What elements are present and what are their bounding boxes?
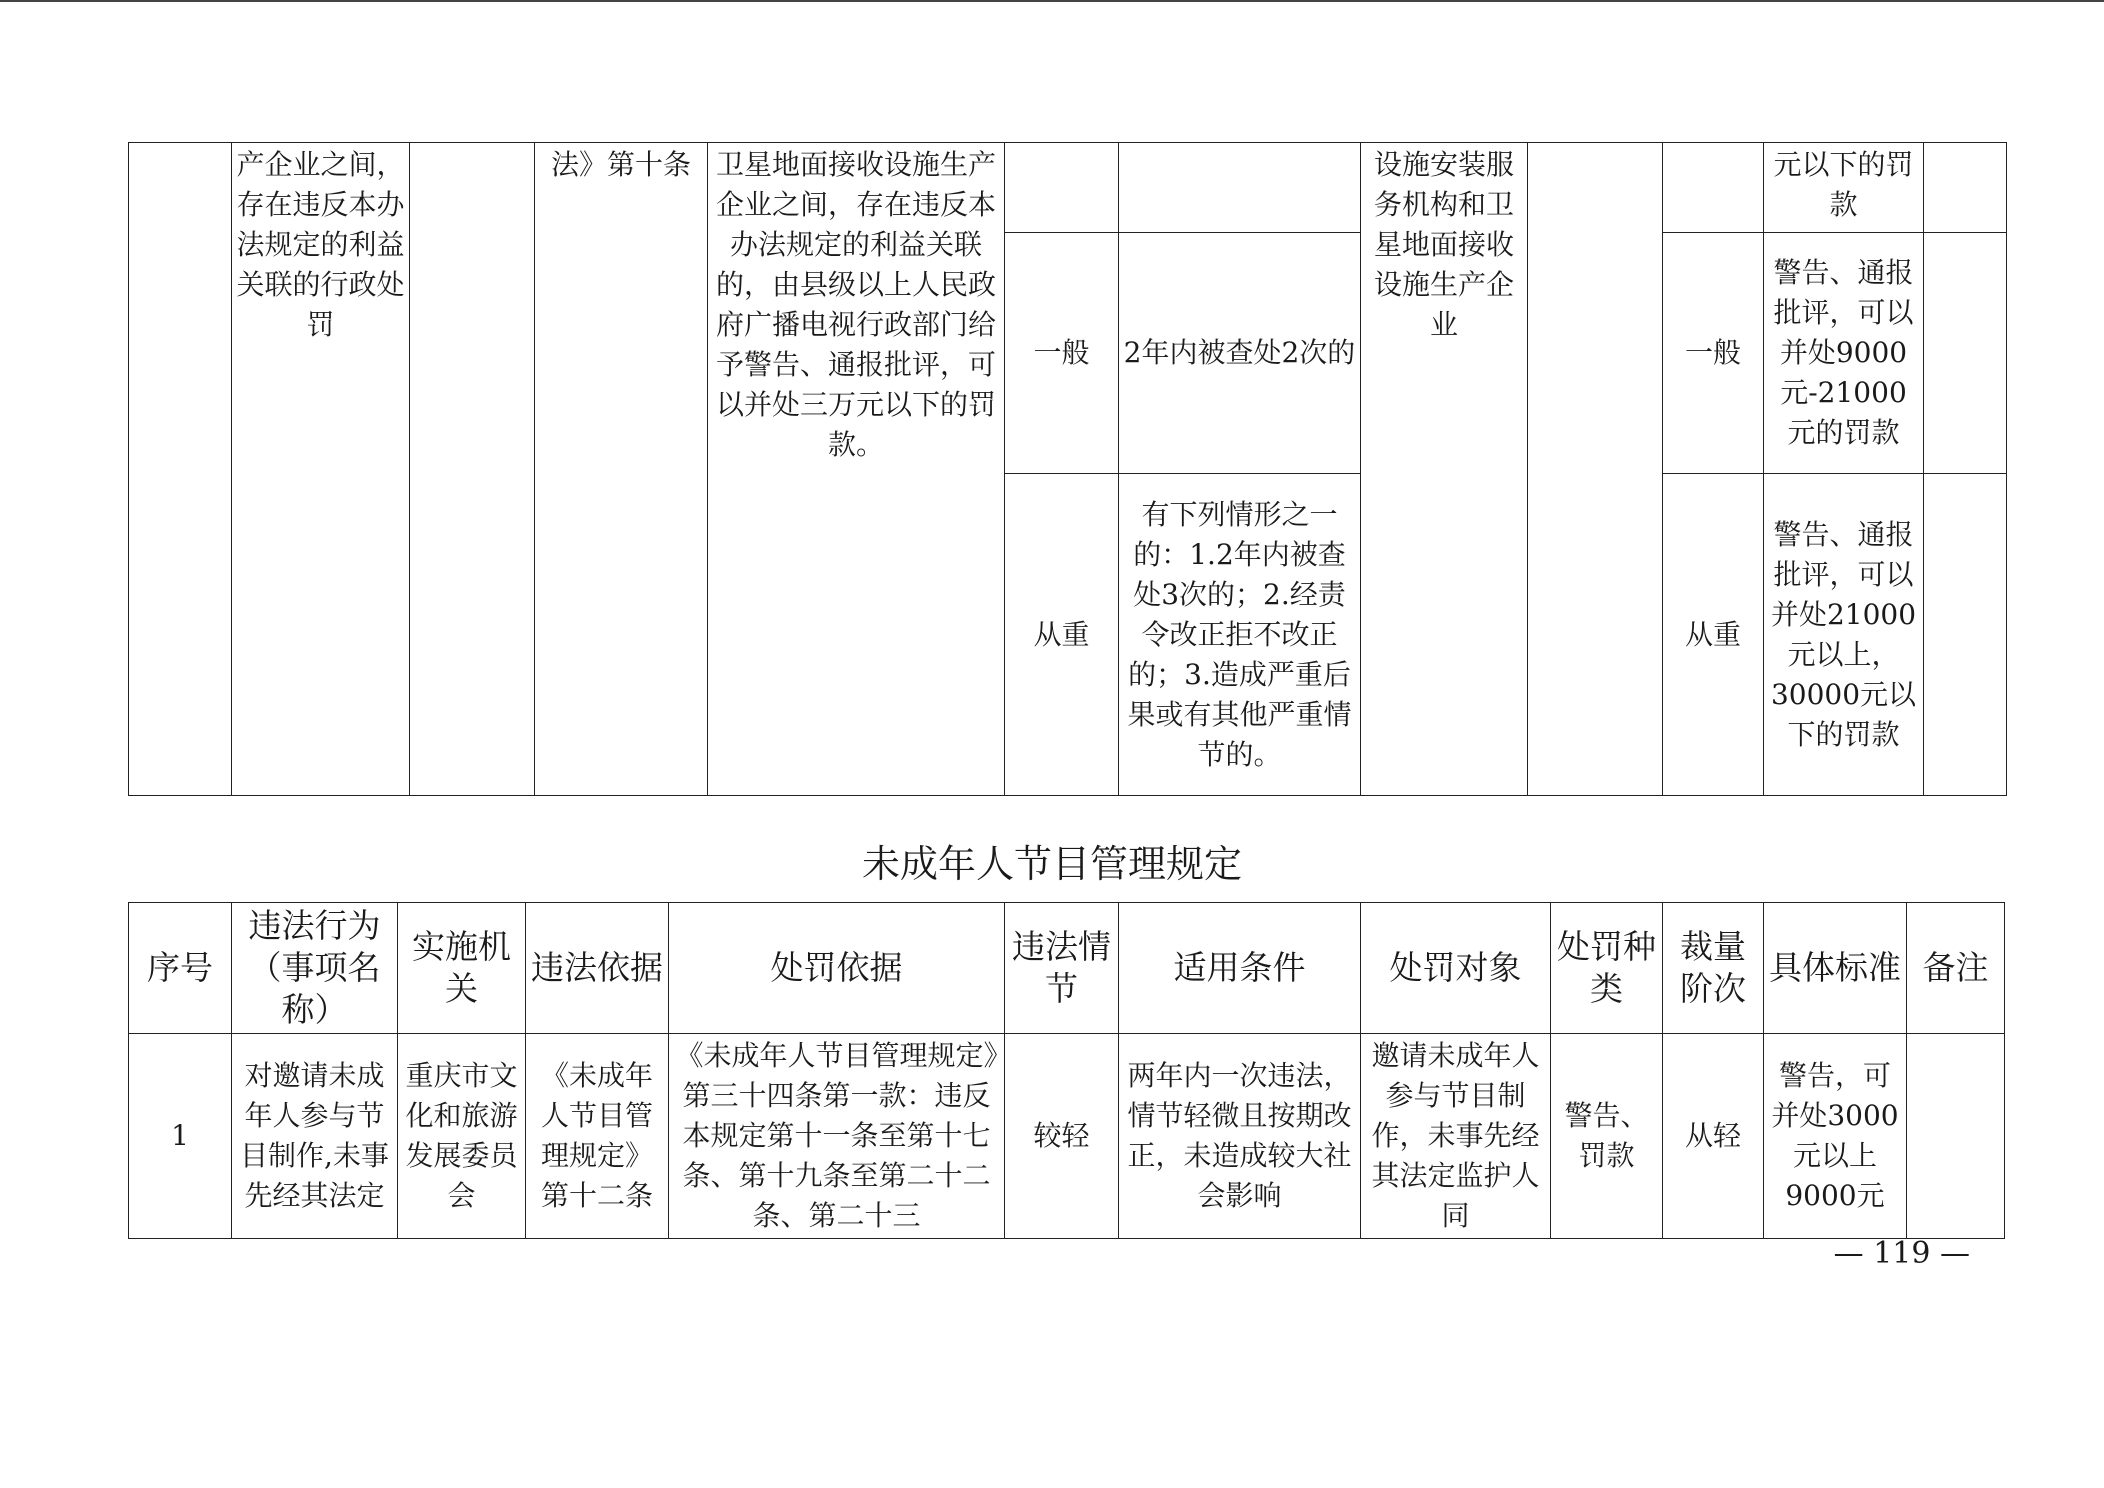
standard-cell-serious: 警告、通报批评，可以并处21000元以上，30000元以下的罚款 [1764,474,1924,796]
standard-cell-top: 元以下的罚款 [1764,143,1924,233]
header-row [129,903,2005,1034]
header-target: 处罚对象 [1361,903,1551,1034]
behavior-cell: 产企业之间，存在违反本办法规定的利益关联的行政处罚 [232,143,410,796]
remark-cell-general [1924,233,2007,474]
header-seq: 序号 [129,903,232,1034]
row1-basis: 《未成年人节目管理规定》第十二条 [526,1034,669,1239]
row1-level: 从轻 [1663,1034,1764,1239]
continuation-table [128,142,2007,796]
penalty-type-cell [1528,143,1663,796]
level-cell-serious: 从重 [1663,474,1764,796]
level-cell-general: 一般 [1663,233,1764,474]
circumstance-cell-general: 一般 [1005,233,1119,474]
standard-cell-general: 警告、通报批评，可以并处9000元-21000元的罚款 [1764,233,1924,474]
row1-penalty-basis: 《未成年人节目管理规定》第三十四条第一款：违反本规定第十一条至第十七条、第十九条至第二十二条、第二十三 [669,1034,1005,1239]
condition-cell-serious: 有下列情形之一的：1.2年内被查处3次的；2.经责令改正拒不改正的；3.造成严重后果或有其他严重情节的。 [1119,474,1361,796]
row1-target: 邀请未成年人参与节目制作，未事先经其法定监护人同 [1361,1034,1551,1239]
row1-circumstance: 较轻 [1005,1034,1119,1239]
row1-remark [1907,1034,2005,1239]
seq-cell [129,143,232,796]
agency-cell [410,143,535,796]
header-condition: 适用条件 [1119,903,1361,1034]
remark-cell-top [1924,143,2007,233]
top-border-line [0,0,2104,2]
penalty-basis-cell: 卫星地面接收设施生产企业之间，存在违反本办法规定的利益关联的，由县级以上人民政府广播电视行政部门给予警告、通报批评，可以并处三万元以下的罚款。 [708,143,1005,796]
header-penalty-type: 处罚种类 [1551,903,1663,1034]
header-behavior: 违法行为（事项名称） [232,903,398,1034]
regulation-table [128,902,2005,1239]
circumstance-cell-serious: 从重 [1005,474,1119,796]
header-standard: 具体标准 [1764,903,1907,1034]
header-remark: 备注 [1907,903,2005,1034]
target-cell: 设施安装服务机构和卫星地面接收设施生产企业 [1361,143,1528,796]
basis-cell: 法》第十条 [535,143,708,796]
circumstance-cell-top [1005,143,1119,233]
page-number: — 119 — [1833,1236,1970,1271]
row1-agency: 重庆市文化和旅游发展委员会 [398,1034,526,1239]
row1-penalty-type: 警告、罚款 [1551,1034,1663,1239]
header-agency: 实施机关 [398,903,526,1034]
level-cell-top [1663,143,1764,233]
table-row [129,1034,2005,1239]
section-title: 未成年人节目管理规定 [861,842,1242,886]
row1-standard: 警告，可并处3000元以上9000元 [1764,1034,1907,1239]
header-basis: 违法依据 [526,903,669,1034]
row1-condition: 两年内一次违法，情节轻微且按期改正，未造成较大社会影响 [1119,1034,1361,1239]
remark-cell-serious [1924,474,2007,796]
condition-cell-general: 2年内被查处2次的 [1119,233,1361,474]
condition-cell-top [1119,143,1361,233]
header-level: 裁量阶次 [1663,903,1764,1034]
row1-behavior: 对邀请未成年人参与节目制作,未事先经其法定 [232,1034,398,1239]
row1-seq: 1 [129,1034,232,1239]
header-circumstance: 违法情节 [1005,903,1119,1034]
header-penalty-basis: 处罚依据 [669,903,1005,1034]
